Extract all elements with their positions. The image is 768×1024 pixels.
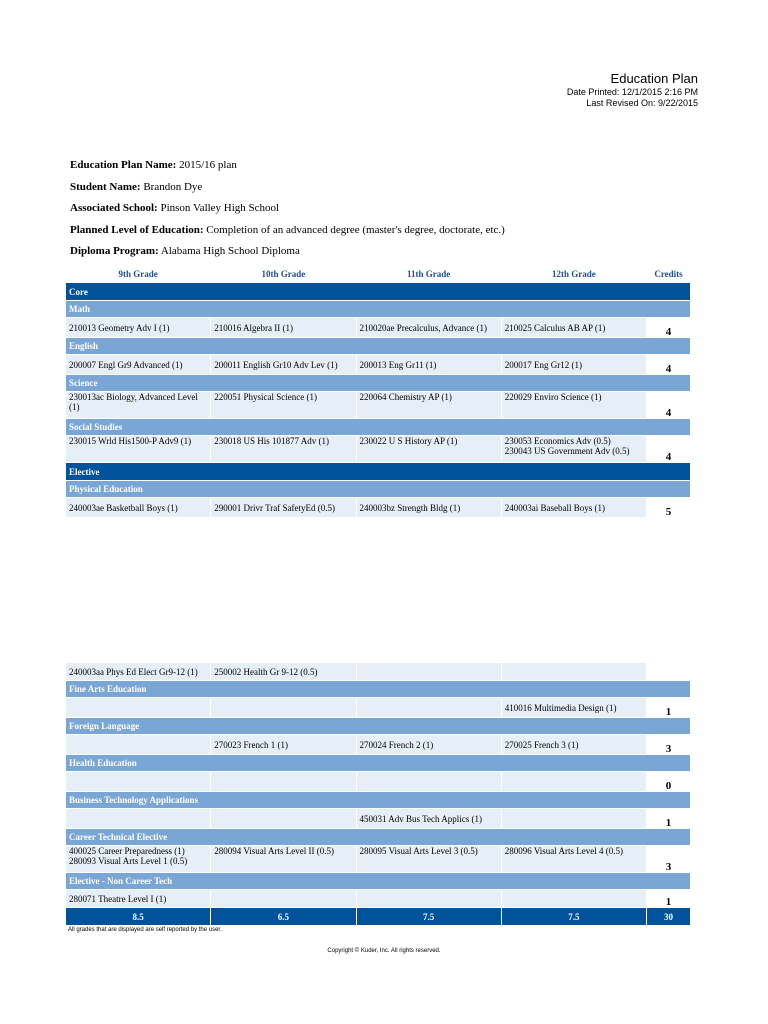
fine-arts-heading: Fine Arts Education (66, 681, 690, 697)
course-cell: 400025 Career Preparedness (1) 280093 Visual Arts Level 1 (0.5) (66, 846, 210, 872)
business-tech-row (66, 809, 690, 828)
science-heading: Science (66, 375, 690, 391)
math-row (66, 318, 690, 337)
course-cell (66, 772, 210, 791)
career-tech-row (66, 846, 690, 872)
course-cell: 220029 Enviro Science (1) (502, 392, 646, 418)
date-printed: Date Printed: 12/1/2015 2:16 PM (566, 87, 698, 97)
pe-row-continued (66, 663, 690, 680)
course-cell: 280096 Visual Arts Level 4 (0.5) (502, 846, 646, 872)
pe-row (66, 498, 690, 517)
non-career-tech-heading: Elective - Non Career Tech (66, 873, 690, 889)
total-9th: 8.5 (66, 908, 210, 925)
course-cell: 220064 Chemistry AP (1) (357, 392, 501, 418)
plan-name-row: Education Plan Name: 2015/16 plan (70, 159, 237, 171)
course-cell: 210020ae Precalculus, Advance (1) (357, 318, 501, 337)
credits-cell: 1 (647, 698, 690, 717)
course-cell: 230053 Economics Adv (0.5) 230043 US Government Adv (0.5) (502, 436, 646, 462)
course-cell: 230022 U S History AP (1) (357, 436, 501, 462)
copyright: Copyright © Kuder, Inc. All rights reserved. (327, 948, 441, 954)
course-cell (66, 735, 210, 754)
course-cell: 280071 Theatre Level I (1) (66, 890, 210, 907)
course-cell: 240003ai Baseball Boys (1) (502, 498, 646, 517)
career-tech-heading: Career Technical Elective (66, 829, 690, 845)
health-heading: Health Education (66, 755, 690, 771)
self-report-note: All grades that are displayed are self reported by the user. (68, 927, 222, 933)
core-heading: Core (66, 283, 690, 300)
plan-table-bottom (65, 662, 691, 926)
course-cell (357, 772, 501, 791)
course-cell: 200007 Engl Gr9 Advanced (1) (66, 355, 210, 374)
course-cell (66, 809, 210, 828)
total-11th: 7.5 (357, 908, 501, 925)
course-cell: 210025 Calculus AB AP (1) (502, 318, 646, 337)
page-title: Education Plan (610, 71, 698, 86)
course-cell: 290001 Drivr Traf SafetyEd (0.5) (211, 498, 355, 517)
math-heading: Math (66, 301, 690, 317)
credits-heading: Credits (647, 266, 690, 282)
health-row (66, 772, 690, 791)
elective-heading: Elective (66, 463, 690, 480)
student-row: Student Name: Brandon Dye (70, 180, 203, 193)
plan-table-top (65, 265, 691, 518)
course-cell: 200013 Eng Gr11 (1) (357, 355, 501, 374)
course-cell (357, 663, 501, 680)
course-cell (357, 698, 501, 717)
course-cell: 230013ac Biology, Advanced Level (1) (66, 392, 210, 418)
course-cell: 280095 Visual Arts Level 3 (0.5) (357, 846, 501, 872)
credits-cell: 0 (647, 772, 690, 791)
course-cell (66, 698, 210, 717)
credits-cell: 3 (647, 846, 690, 872)
grade-header (66, 266, 690, 282)
course-cell: 240003bz Strength Bldg (1) (357, 498, 501, 517)
credits-cell: 5 (647, 498, 690, 517)
grade-11-heading: 11th Grade (357, 266, 501, 282)
non-career-tech-row (66, 890, 690, 907)
course-cell: 250002 Health Gr 9-12 (0.5) (211, 663, 355, 680)
course-cell: 240003ae Basketball Boys (1) (66, 498, 210, 517)
course-cell: 240003aa Phys Ed Elect Gr9-12 (1) (66, 663, 210, 680)
course-cell: 210013 Geometry Adv I (1) (66, 318, 210, 337)
last-revised: Last Revised On: 9/22/2015 (586, 98, 698, 108)
course-cell (502, 663, 646, 680)
credits-cell (647, 663, 690, 680)
grade-9-heading: 9th Grade (66, 266, 210, 282)
credits-cell: 1 (647, 809, 690, 828)
credits-cell: 4 (647, 355, 690, 374)
credits-cell: 4 (647, 392, 690, 418)
credits-cell: 4 (647, 318, 690, 337)
course-cell: 220051 Physical Science (1) (211, 392, 355, 418)
pe-heading: Physical Education (66, 481, 690, 497)
plan-info (70, 158, 505, 266)
course-cell: 280094 Visual Arts Level II (0.5) (211, 846, 355, 872)
credits-cell: 4 (647, 436, 690, 462)
business-tech-heading: Business Technology Applications (66, 792, 690, 808)
course-cell: 230015 Wrld His1500-P Adv9 (1) (66, 436, 210, 462)
course-cell: 200011 English Gr10 Adv Lev (1) (211, 355, 355, 374)
foreign-language-heading: Foreign Language (66, 718, 690, 734)
course-cell (357, 890, 501, 907)
total-10th: 6.5 (211, 908, 355, 925)
course-cell (211, 809, 355, 828)
course-cell: 200017 Eng Gr12 (1) (502, 355, 646, 374)
course-cell (502, 809, 646, 828)
social-studies-heading: Social Studies (66, 419, 690, 435)
credits-cell: 3 (647, 735, 690, 754)
course-cell (211, 698, 355, 717)
diploma-row: Diploma Program: Alabama High School Diploma (70, 245, 300, 257)
english-row (66, 355, 690, 374)
course-cell (211, 890, 355, 907)
english-heading: English (66, 338, 690, 354)
totals-row (66, 908, 690, 925)
course-cell (211, 772, 355, 791)
school-row: Associated School: Pinson Valley High School (70, 202, 280, 214)
grade-10-heading: 10th Grade (211, 266, 355, 282)
course-cell: 270024 French 2 (1) (357, 735, 501, 754)
course-cell: 450031 Adv Bus Tech Applics (1) (357, 809, 501, 828)
course-cell: 230018 US His 101877 Adv (1) (211, 436, 355, 462)
course-cell (502, 890, 646, 907)
grade-12-heading: 12th Grade (502, 266, 646, 282)
credits-cell: 1 (647, 890, 690, 907)
course-cell (502, 772, 646, 791)
page-header (567, 71, 698, 109)
course-cell: 270023 French 1 (1) (211, 735, 355, 754)
course-cell: 270025 French 3 (1) (502, 735, 646, 754)
course-cell: 410016 Multimedia Design (1) (502, 698, 646, 717)
total-credits: 30 (647, 908, 690, 925)
social-studies-row (66, 436, 690, 462)
foreign-language-row (66, 735, 690, 754)
total-12th: 7.5 (502, 908, 646, 925)
course-cell: 210016 Algebra II (1) (211, 318, 355, 337)
science-row (66, 392, 690, 418)
fine-arts-row (66, 698, 690, 717)
level-row: Planned Level of Education: Completion of an advanced degree (master's degree, doctorate, etc.) (70, 223, 505, 236)
